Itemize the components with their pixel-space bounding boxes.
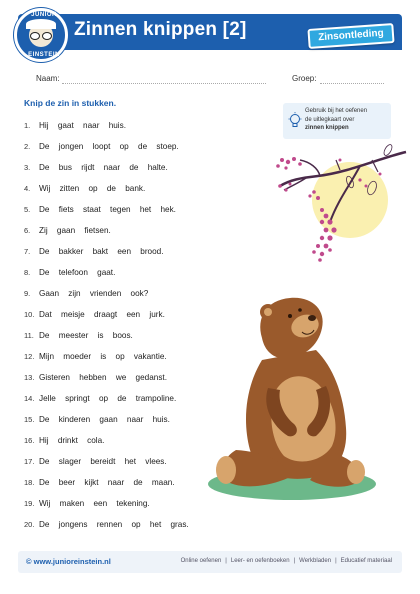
sentence-text: De beer kijkt naar de maan.	[39, 477, 175, 487]
name-field[interactable]	[62, 83, 266, 84]
sentence-number: 19.	[24, 498, 35, 508]
sentence-item	[24, 370, 167, 384]
sentence-item	[24, 265, 115, 279]
tip-line-1: Gebruik bij het oefenen	[305, 108, 368, 114]
page-title: Zinnen knippen [2]	[74, 19, 247, 40]
logo-top-text: JUNIOR	[31, 12, 57, 18]
sentence-item	[24, 160, 168, 174]
sentence-number: 20.	[24, 519, 35, 529]
einstein-hair-icon	[26, 19, 56, 29]
glasses-left-icon	[30, 32, 40, 40]
sentence-item	[24, 181, 145, 195]
sentence-number: 5.	[24, 204, 31, 214]
sentence-number: 2.	[24, 141, 31, 151]
sentence-text: Gisteren hebben we gedanst.	[39, 372, 167, 382]
grass-patch	[208, 468, 376, 500]
sentence-text: De meester is boos.	[39, 330, 133, 340]
sentence-text: Jelle springt op de trampoline.	[39, 393, 177, 403]
sentence-item	[24, 328, 133, 342]
category-tag: Zinsontleding	[307, 23, 394, 49]
sentence-text: Gaan zijn vrienden ook?	[39, 288, 149, 298]
lightbulb-icon	[288, 112, 302, 130]
sentence-text: De telefoon gaat.	[39, 267, 116, 277]
sentence-item	[24, 139, 179, 153]
group-label: Groep:	[292, 74, 317, 83]
tip-box	[283, 103, 391, 139]
tip-line-2: de uitlegkaart over	[305, 116, 355, 123]
sentence-text: De bakker bakt een brood.	[39, 246, 164, 256]
sentence-number: 12.	[24, 351, 35, 361]
sentence-item	[24, 475, 175, 489]
sentence-number: 7.	[24, 246, 31, 256]
footer-separator: |	[335, 558, 337, 564]
sentence-number: 11.	[24, 330, 34, 340]
sentence-item	[24, 454, 167, 468]
footer-link-material[interactable]: Educatief materiaal	[340, 558, 392, 564]
sentence-number: 8.	[24, 267, 31, 277]
sentence-item	[24, 349, 167, 363]
sentence-number: 17.	[24, 456, 35, 466]
sentence-number: 1.	[24, 120, 31, 130]
sentence-item	[24, 517, 189, 531]
group-field[interactable]	[320, 83, 384, 84]
sentence-text: Wij zitten op de bank.	[39, 183, 146, 193]
sentence-number: 9.	[24, 288, 31, 298]
sentence-text: De jongens rennen op het gras.	[39, 519, 189, 529]
sentence-number: 15.	[24, 414, 35, 424]
sentence-item	[24, 223, 111, 237]
bear-figure	[216, 298, 365, 487]
sentence-text: Hij drinkt cola.	[39, 435, 105, 445]
glasses-right-icon	[42, 32, 52, 40]
sentence-text: De kinderen gaan naar huis.	[39, 414, 170, 424]
sentence-text: De fiets staat tegen het hek.	[39, 204, 176, 214]
name-label: Naam:	[36, 74, 60, 83]
footer-separator: |	[225, 558, 227, 564]
tip-line-3: zinnen knippen	[305, 125, 349, 131]
sentence-number: 16.	[24, 435, 35, 445]
footer-link-online[interactable]: Online oefenen	[180, 558, 222, 564]
sentence-text: Zij gaan fietsen.	[39, 225, 111, 235]
sentence-text: Wij maken een tekening.	[39, 498, 150, 508]
sentence-number: 13.	[24, 372, 35, 382]
sentence-item	[24, 412, 170, 426]
footer-bar	[18, 551, 402, 573]
sentence-text: Mijn moeder is op vakantie.	[39, 351, 167, 361]
sentence-number: 3.	[24, 162, 31, 172]
moon-shape	[312, 162, 388, 238]
sentence-item	[24, 307, 165, 321]
leaf-outlines	[345, 143, 393, 196]
sentence-text: Dat meisje draagt een jurk.	[39, 309, 165, 319]
sentence-number: 18.	[24, 477, 35, 487]
tip-text	[305, 107, 389, 133]
footer-links	[179, 558, 394, 564]
sentence-item	[24, 118, 126, 132]
sentence-number: 10.	[24, 309, 35, 319]
sentence-text: De jongen loopt op de stoep.	[39, 141, 179, 151]
sentence-text: Hij gaat naar huis.	[39, 120, 126, 130]
logo-bottom-text: EINSTEIN	[28, 52, 60, 58]
sentence-item	[24, 433, 104, 447]
sentence-number: 4.	[24, 183, 31, 193]
sentence-item	[24, 286, 148, 300]
footer-url-link[interactable]: © www.junioreinstein.nl	[26, 557, 111, 566]
footer-link-worksheets[interactable]: Werkbladen	[299, 558, 332, 564]
instruction-heading: Knip de zin in stukken.	[24, 98, 117, 108]
footer-link-books[interactable]: Leer- en oefenboeken	[230, 558, 290, 564]
sentence-item	[24, 496, 150, 510]
sentence-item	[24, 244, 164, 258]
sentence-text: De slager bereidt het vlees.	[39, 456, 167, 466]
branch-shape	[280, 152, 406, 222]
sentence-item	[24, 391, 176, 405]
sentence-item	[24, 202, 176, 216]
blossom-cluster	[276, 157, 381, 262]
sentence-text: De bus rijdt naar de halte.	[39, 162, 168, 172]
footer-separator: |	[293, 558, 296, 564]
sentence-number: 14.	[24, 393, 35, 403]
junior-einstein-logo[interactable]	[14, 8, 68, 62]
sentence-number: 6.	[24, 225, 31, 235]
